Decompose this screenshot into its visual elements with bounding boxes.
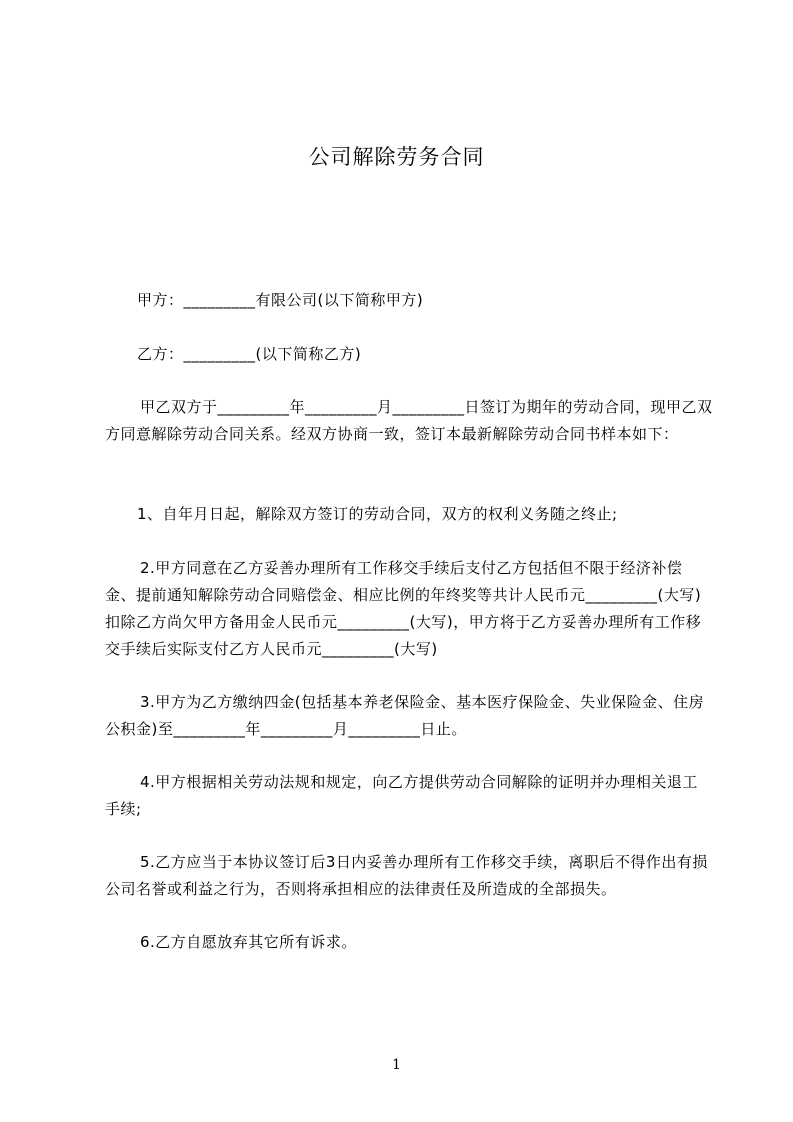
clause-5: 5.乙方应当于本协议签订后3日内妥善办理所有工作移交手续，离职后不得作出有损公司名誉或利益之行为，否则将承担相应的法律责任及所造成的全部损失。: [105, 853, 708, 898]
clause-4: 4.甲方根据相关劳动法规和规定，向乙方提供劳动合同解除的证明并办理相关退工手续;: [105, 773, 698, 818]
document-title: 公司解除劳务合同: [308, 145, 485, 169]
page-number: 1: [392, 1057, 401, 1073]
clause-2: 2.甲方同意在乙方妥善办理所有工作移交手续后支付乙方包括但不限于经济补偿金、提前通知解除劳动合同赔偿金、相应比例的年终奖等共计人民币元_________(大写)扣除乙方尚欠甲方备用金人民币元_________(大写)，甲方将于乙方妥善办理所有工作移交手续后实际支付乙方人民币元_________(大写): [105, 559, 702, 658]
clause-1: 1、自年月日起，解除双方签订的劳动合同，双方的权利义务随之终止;: [137, 505, 618, 523]
party-a-line: 甲方：_________有限公司(以下简称甲方): [137, 291, 424, 309]
preamble-paragraph: 甲乙双方于_________年_________月_________日签订为期年的劳动合同，现甲乙双方同意解除劳动合同关系。经双方协商一致，签订本最新解除劳动合同书样本如下：: [105, 398, 713, 443]
clause-3: 3.甲方为乙方缴纳四金(包括基本养老保险金、基本医疗保险金、失业保险金、住房公积金)至_________年_________月_________日止。: [105, 693, 705, 738]
clause-6: 6.乙方自愿放弃其它所有诉求。: [140, 933, 357, 951]
party-b-line: 乙方：_________(以下简称乙方): [137, 345, 362, 363]
